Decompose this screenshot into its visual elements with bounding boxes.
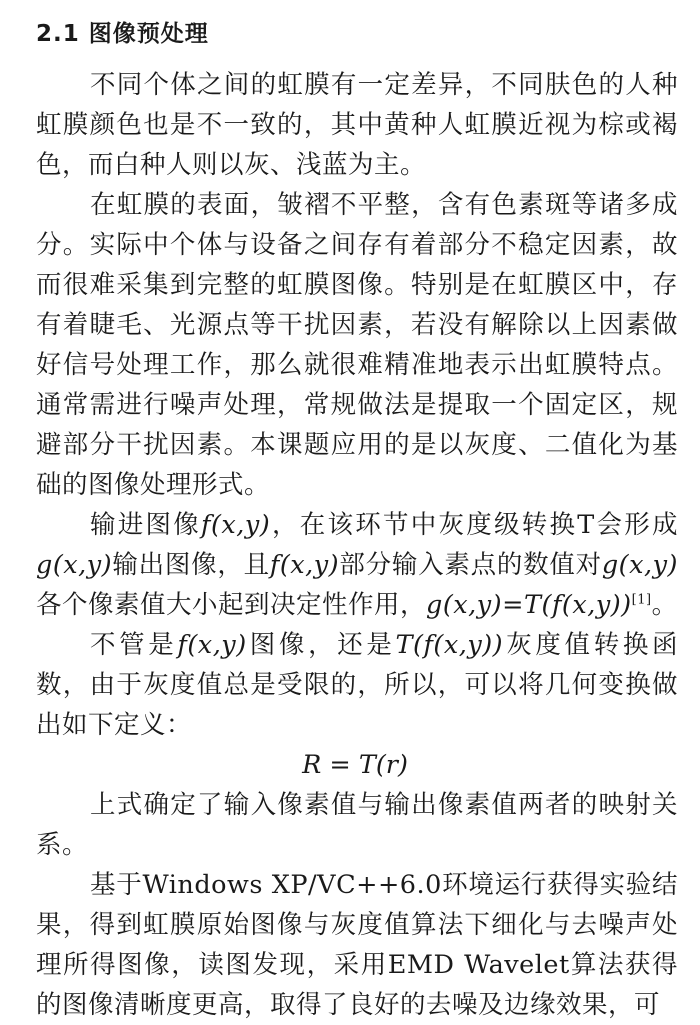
math-g-xy: g(x,y) [601,550,678,580]
math-f-xy: f(x,y) [177,630,247,660]
text-run: 部分输入素点的数值对 [339,550,602,580]
math-f-xy: f(x,y) [201,510,271,540]
paragraph-iris-color: 不同个体之间的虹膜有一定差异，不同肤色的人种虹膜颜色也是不一致的，其中黄种人虹膜近视为棕或褐色，而白种人则以灰、浅蓝为主。 [36,70,678,180]
section-heading: 2.1 图像预处理 [36,21,209,47]
paragraph-mapping: 上式确定了输入像素值与输出像素值两者的映射关系。 [36,790,678,860]
paragraph-gray-transform [36,505,678,625]
math-t-of-f: T(f(x,y)) [395,630,504,660]
paragraph-geometric-transform [36,625,678,745]
paragraph-experiment: 基于Windows XP/VC++6.0环境运行获得实验结果，得到虹膜原始图像与灰度值算法下细化与去噪声处理所得图像，读图发现，采用EMD Wavelet算法获得的图像清晰度更高，取得了良好的去噪及边缘效果，可 [36,870,678,1020]
text-run: 输进图像 [90,510,201,540]
text-run: 图像，还是 [246,630,396,660]
text-run: 。 [651,590,678,620]
equation-r-equals-t-r: R = T(r) [302,750,408,780]
math-f-xy: f(x,y) [269,550,340,580]
text-run: 各个像素值大小起到决定性作用， [36,590,427,620]
text-run: 灰度值转换函数，由于灰度值总是受限的，所以，可以将几何变换做出如下定义： [36,630,678,740]
paragraph-iris-surface: 在虹膜的表面，皱褶不平整，含有色素斑等诸多成分。实际中个体与设备之间存有着部分不稳定因素，故而很难采集到完整的虹膜图像。特别是在虹膜区中，存有着睫毛、光源点等干扰因素，若没有解除以上因素做好信号处理工作，那么就很难精准地表示出虹膜特点。通常需进行噪声处理，常规做法是提取一个固定区，规避部分干扰因素。本课题应用的是以灰度、二值化为基础的图像处理形式。 [36,190,678,500]
math-g-xy: g(x,y) [36,550,113,580]
text-run: 不管是 [90,630,178,660]
math-formula-g-equals-t: g(x,y)=T(f(x,y)) [426,590,632,620]
citation-ref: [1] [631,592,652,608]
text-run: ，在该环节中灰度级转换T会形成 [270,510,678,540]
text-run: 输出图像，且 [112,550,270,580]
